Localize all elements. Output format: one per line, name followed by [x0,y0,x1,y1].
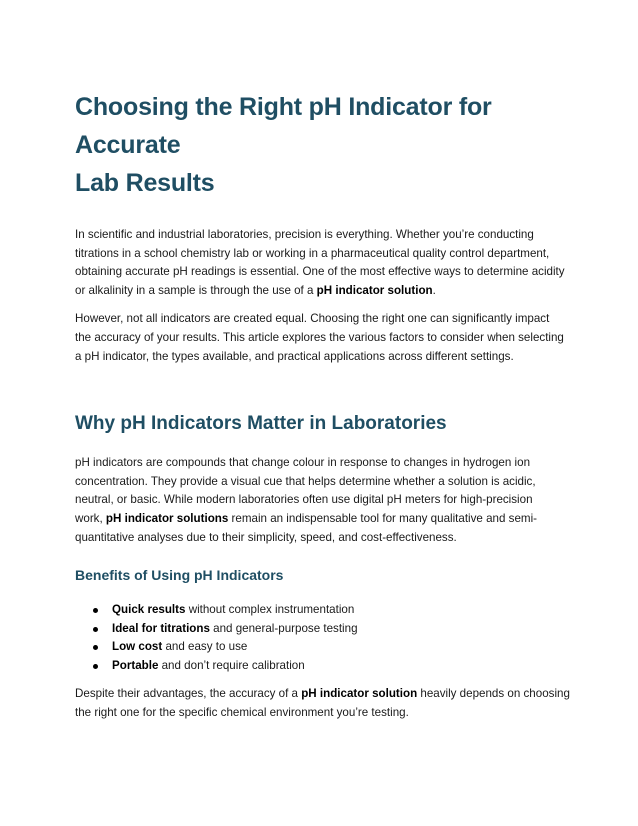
bullet-icon [93,608,98,613]
section-heading: Why pH Indicators Matter in Laboratories [75,413,447,435]
bullet-icon [93,627,98,632]
bullet-icon [93,664,98,669]
list-item: Quick results without complex instrumentation [75,601,569,620]
title-line-2: Lab Results [75,169,215,197]
benefits-list [75,601,569,675]
list-item: Low cost and easy to use [75,638,569,657]
closing-paragraph: Despite their advantages, the accuracy of a pH indicator solution heavily depends on choosing the right one for the specific chemical environment you’re testing. [75,687,570,719]
intro-paragraph-1: In scientific and industrial laboratories, precision is everything. Whether you’re conducting titrations in a school chemistry lab or working in a pharmaceutical quality control department, obtaining accurate pH readings is essential. One of the most effective ways to determine acidity or alkalinity in a sample is through the use of a pH indicator solution. [75,228,565,297]
title-line-1: Choosing the Right pH Indicator for Accurate [75,93,492,159]
list-item: Portable and don’t require calibration [75,657,569,676]
article-title [75,88,569,202]
subsection-heading: Benefits of Using pH Indicators [75,567,284,584]
bold-term: pH indicator solution [316,283,433,297]
list-item: Ideal for titrations and general-purpose testing [75,620,569,639]
intro-paragraph-2: However, not all indicators are created equal. Choosing the right one can significantly impact the accuracy of your results. This article explores the various factors to consider when selecting a pH indicator, the types available, and practical applications across different settings. [75,312,564,363]
bullet-icon [93,645,98,650]
bold-term: pH indicator solution [301,687,418,701]
article [75,88,569,722]
section-paragraph: pH indicators are compounds that change colour in response to changes in hydrogen ion concentration. They provide a visual cue that helps determine whether a solution is acidic, neutral, or basic. While modern laboratories often use digital pH meters for high-precision work, pH indicator solutions remain an indispensable tool for many qualitative and semi- quantitative analyses due to their simplicity, speed, and cost-effectiveness. [75,456,538,544]
bold-term: pH indicator solutions [105,511,229,525]
